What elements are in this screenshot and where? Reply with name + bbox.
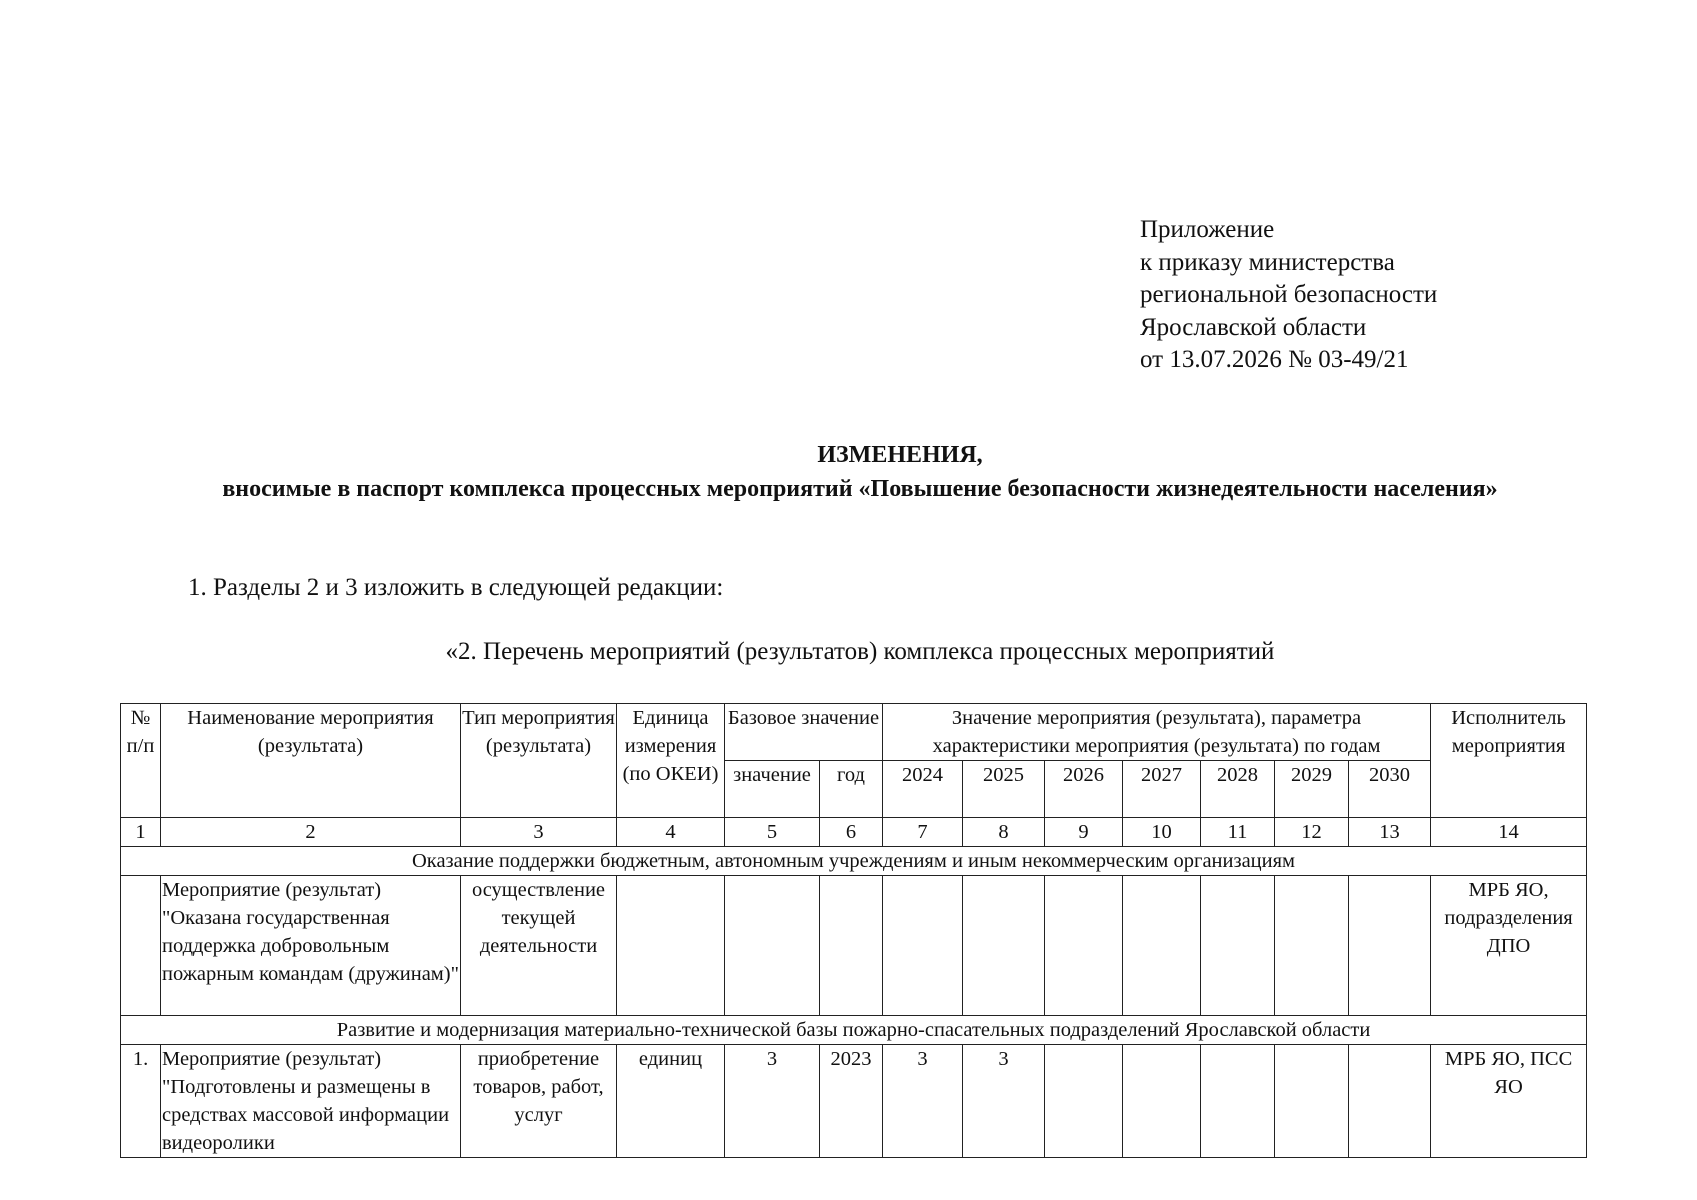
header-year: 2026	[1045, 761, 1123, 818]
column-number: 14	[1431, 818, 1587, 847]
row-year-value	[1201, 876, 1275, 1016]
header-year: 2028	[1201, 761, 1275, 818]
row-executor: МРБ ЯО, подразделения ДПО	[1431, 876, 1587, 1016]
header-year: 2030	[1349, 761, 1431, 818]
column-number: 5	[725, 818, 820, 847]
row-year-value	[1123, 1045, 1201, 1158]
row-num: 1.	[121, 1045, 161, 1158]
row-name: Мероприятие (результат) "Подготовлены и размещены в средствах массовой информации видеоролики	[161, 1045, 461, 1158]
header-name: Наименование мероприятия (результата)	[161, 704, 461, 818]
row-year-value	[1349, 1045, 1431, 1158]
row-year-value	[883, 876, 963, 1016]
header-base: Базовое значение	[725, 704, 883, 761]
group-heading-row	[121, 1016, 1587, 1045]
header-base-year: год	[820, 761, 883, 818]
row-base-year	[820, 876, 883, 1016]
column-number: 10	[1123, 818, 1201, 847]
row-type: осуществление текущей деятельности	[461, 876, 617, 1016]
appendix-block	[1140, 214, 1437, 377]
column-number: 4	[617, 818, 725, 847]
group-heading: Развитие и модернизация материально-технической базы пожарно-спасательных подразделений Ярославской области	[121, 1016, 1587, 1045]
header-values-by-year: Значение мероприятия (результата), параметра характеристики мероприятия (результата) по годам	[883, 704, 1431, 761]
row-base-value: 3	[725, 1045, 820, 1158]
column-number: 11	[1201, 818, 1275, 847]
header-year: 2025	[963, 761, 1045, 818]
table-row	[121, 876, 1587, 1016]
column-number: 7	[883, 818, 963, 847]
appendix-line: региональной безопасности	[1140, 281, 1438, 308]
document-title: ИЗМЕНЕНИЯ,	[817, 442, 983, 468]
row-year-value: 3	[963, 1045, 1045, 1158]
header-executor: Исполнитель мероприятия	[1431, 704, 1587, 818]
amendment-paragraph: 1. Разделы 2 и 3 изложить в следующей редакции:	[188, 574, 724, 601]
table-row	[121, 1045, 1587, 1158]
row-unit	[617, 876, 725, 1016]
header-year: 2024	[883, 761, 963, 818]
appendix-line: Ярославской области	[1140, 313, 1367, 341]
column-number-row	[121, 818, 1587, 847]
row-year-value	[1045, 876, 1123, 1016]
appendix-line: от 13.07.2026 № 03-49/21	[1140, 346, 1409, 373]
row-year-value	[1275, 876, 1349, 1016]
header-unit: Единица измерения (по ОКЕИ)	[617, 704, 725, 818]
group-heading: Оказание поддержки бюджетным, автономным учреждениям и иным некоммерческим организациям	[121, 847, 1587, 876]
row-type: приобретение товаров, работ, услуг	[461, 1045, 617, 1158]
row-year-value	[1349, 876, 1431, 1016]
row-year-value	[1123, 876, 1201, 1016]
group-heading-row	[121, 847, 1587, 876]
appendix-line: Приложение	[1140, 216, 1275, 243]
header-num: № п/п	[121, 704, 161, 818]
row-unit: единиц	[617, 1045, 725, 1158]
document-subtitle: вносимые в паспорт комплекса процессных мероприятий «Повышение безопасности жизнедеятельности населения»	[222, 476, 1498, 502]
column-number: 12	[1275, 818, 1349, 847]
column-number: 1	[121, 818, 161, 847]
row-name: Мероприятие (результат) "Оказана государственная поддержка добровольным пожарным командам (дружинам)"	[161, 876, 461, 1016]
measures-table	[120, 703, 1587, 1158]
header-base-value: значение	[725, 761, 820, 818]
row-base-value	[725, 876, 820, 1016]
column-number: 13	[1349, 818, 1431, 847]
row-year-value	[1045, 1045, 1123, 1158]
row-year-value	[1201, 1045, 1275, 1158]
column-number: 2	[161, 818, 461, 847]
row-year-value: 3	[883, 1045, 963, 1158]
header-year: 2029	[1275, 761, 1349, 818]
column-number: 8	[963, 818, 1045, 847]
row-num	[121, 876, 161, 1016]
header-type: Тип мероприятия (результата)	[461, 704, 617, 818]
row-year-value	[1275, 1045, 1349, 1158]
section-heading: «2. Перечень мероприятий (результатов) комплекса процессных мероприятий	[445, 638, 1275, 665]
column-number: 3	[461, 818, 617, 847]
column-number: 9	[1045, 818, 1123, 847]
header-year: 2027	[1123, 761, 1201, 818]
appendix-line: к приказу министерства	[1140, 248, 1395, 276]
row-executor: МРБ ЯО, ПСС ЯО	[1431, 1045, 1587, 1158]
row-base-year: 2023	[820, 1045, 883, 1158]
row-year-value	[963, 876, 1045, 1016]
column-number: 6	[820, 818, 883, 847]
